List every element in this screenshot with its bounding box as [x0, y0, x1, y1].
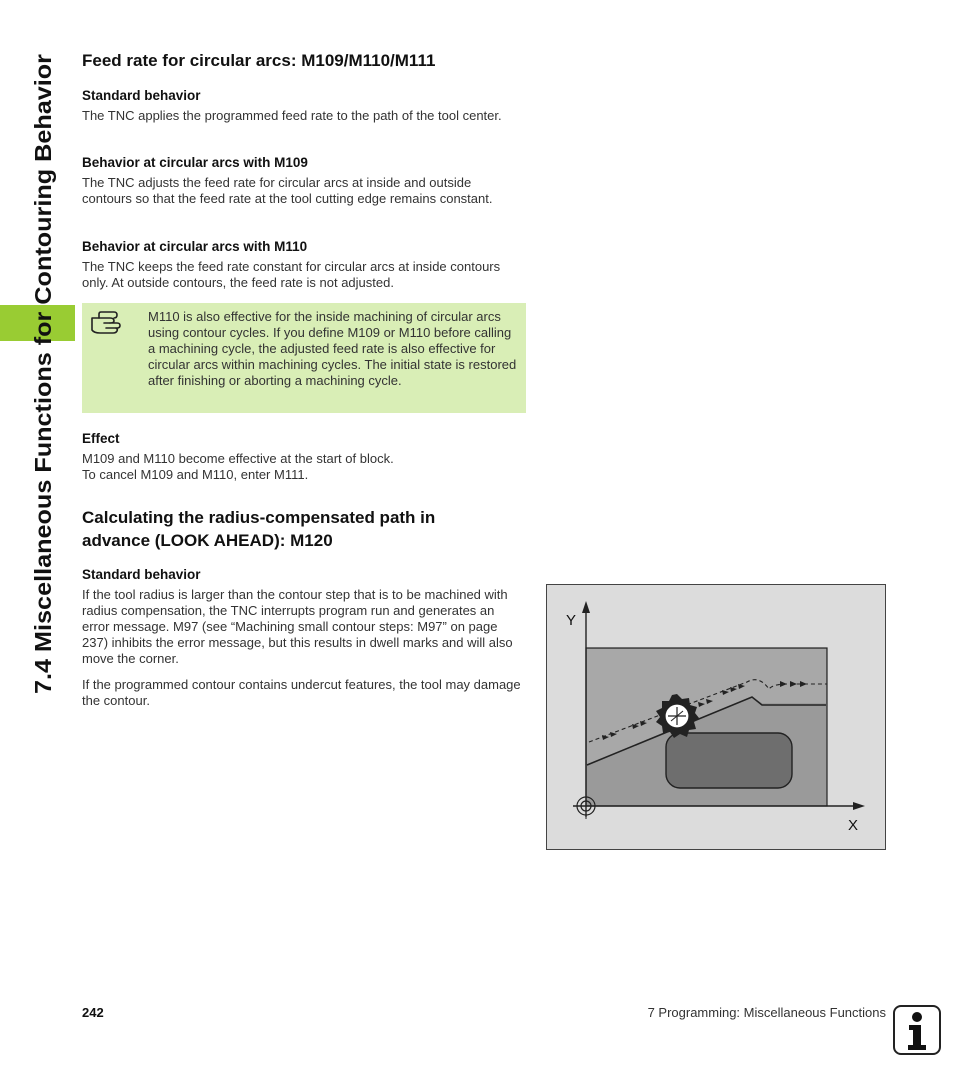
note-box [82, 303, 526, 413]
pointing-hand-icon [90, 311, 126, 340]
side-title-text: 7.4 Miscellaneous Functions for Contouring Behavior [30, 97, 56, 694]
section-heading-look-ahead-line-2: advance (LOOK AHEAD): M120 [82, 531, 333, 550]
undercut-pocket [666, 733, 792, 788]
look-ahead-para-2: If the programmed contour contains undercut features, the tool may damage the contour. [82, 677, 521, 708]
m110-text: The TNC keeps the feed rate constant for circular arcs at inside contours only. At outside contours, the feed rate is not adjusted. [82, 259, 501, 290]
info-icon [893, 1005, 941, 1055]
effect-line-1: M109 and M110 become effective at the start of block. [82, 451, 394, 466]
contour-figure [546, 584, 886, 850]
subheading-m109: Behavior at circular arcs with M109 [82, 155, 308, 170]
subheading-effect: Effect [82, 431, 120, 446]
subheading-m110: Behavior at circular arcs with M110 [82, 239, 308, 254]
y-axis-label: Y [566, 612, 577, 629]
m109-text: The TNC adjusts the feed rate for circular arcs at inside and outside contours so that the feed rate at the tool cutting edge remains constant. [82, 175, 493, 206]
side-chapter-title [27, 52, 67, 702]
page-number: 242 [82, 1005, 104, 1020]
y-axis-arrow [582, 601, 590, 613]
x-axis-label: X [848, 817, 859, 834]
chapter-footer: 7 Programming: Miscellaneous Functions [647, 1005, 886, 1020]
x-axis-arrow [853, 802, 865, 810]
effect-line-2: To cancel M109 and M110, enter M111. [82, 467, 309, 482]
standard-behavior-text: The TNC applies the programmed feed rate to the path of the tool center. [82, 108, 502, 123]
section-heading-feed-rate: Feed rate for circular arcs: M109/M110/M111 [82, 51, 436, 70]
subheading-standard-behavior: Standard behavior [82, 88, 201, 103]
note-text: M110 is also effective for the inside machining of circular arcs using contour cycles. If you define M109 or M110 before calling a machining cycle, the adjusted feed rate is also effective for circular arcs within machining cycles. The initial state is restored after finishing or aborting a machining cycle. [148, 309, 517, 388]
section-heading-look-ahead-line-1: Calculating the radius-compensated path in [82, 508, 436, 527]
look-ahead-para-1: If the tool radius is larger than the contour step that is to be machined with radius compensation, the TNC interrupts program run and generates an error message. M97 (see “Machining small contour steps: M97” on page 237) inhibits the error message, but this results in dwell marks and will also move the corner. [82, 587, 513, 666]
subheading-standard-behavior-2: Standard behavior [82, 567, 201, 582]
